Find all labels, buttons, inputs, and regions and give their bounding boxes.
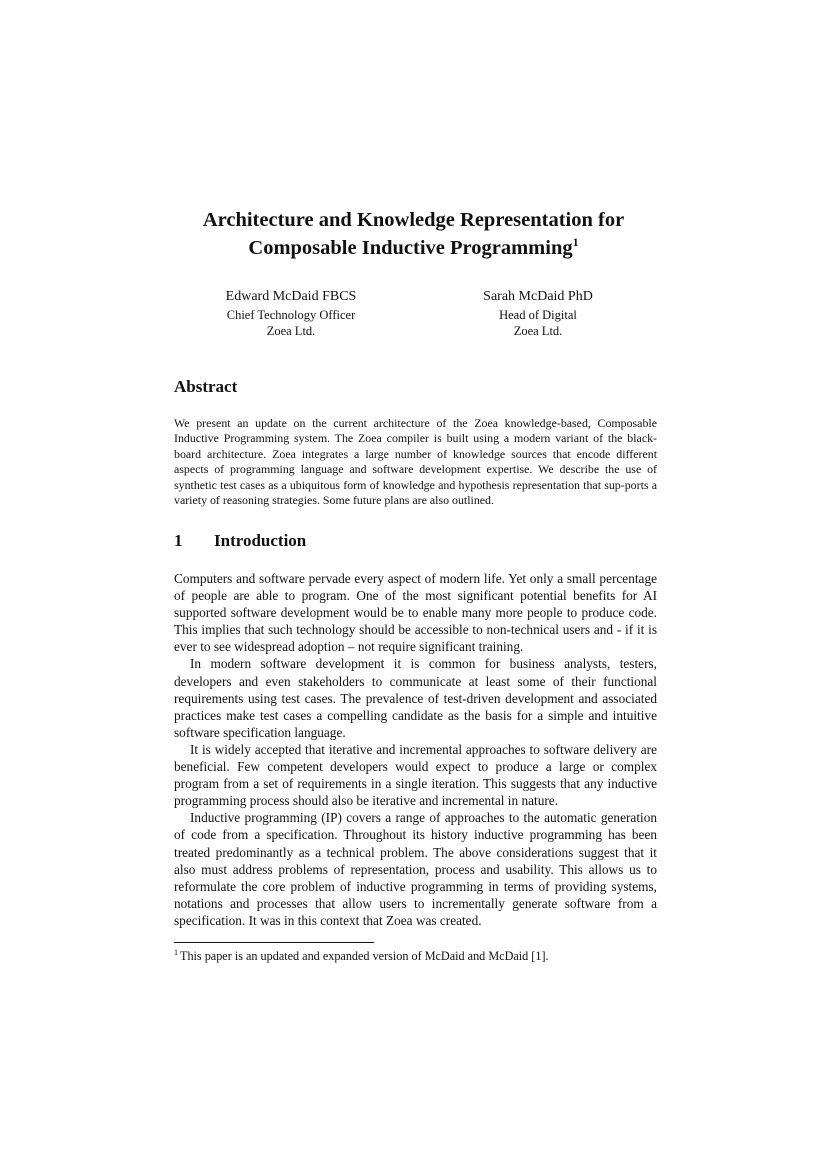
author-block-1 xyxy=(191,289,391,339)
section-title: Introduction xyxy=(214,531,307,550)
paper-title-line-2: Composable Inductive Programming xyxy=(248,237,573,259)
footnote-mark: 1 xyxy=(174,947,178,957)
section-heading-introduction xyxy=(174,531,306,551)
author-block-2 xyxy=(438,289,638,339)
author-organization: Zoea Ltd. xyxy=(266,324,316,338)
author-role: Head of Digital xyxy=(499,308,577,322)
abstract-heading: Abstract xyxy=(174,377,238,396)
author-role: Chief Technology Officer xyxy=(226,308,356,322)
paragraph: Inductive programming (IP) covers a range of approaches to the automatic generation of code from a specification. Throughout its history inductive programming has been treated predominantly as a technical problem. The above considerations suggest that it also must address problems of representation, process and usability. This allows us to reformulate the core problem of inductive programming in terms of providing systems, notations and processes that allow users to incrementally generate software from a specification. It was in this context that Zoea was created. xyxy=(174,810,657,928)
abstract-text: We present an update on the current architecture of the Zoea knowledge-based, Composable Inductive Programming system. The Zoea compiler is built using a modern variant of the black-board architecture. Zoea integrates a large number of knowledge sources that encode different aspects of programming language and software development expertise. We describe the use of synthetic test cases as a ubiquitous form of knowledge and hypothesis representation that sup-ports a variety of reasoning strategies. Some future plans are also outlined. xyxy=(174,416,657,508)
author-name: Sarah McDaid PhD xyxy=(483,289,593,304)
section-number: 1 xyxy=(174,531,183,550)
title-footnote-mark: 1 xyxy=(572,235,579,250)
paper-title xyxy=(0,206,827,262)
footnote xyxy=(174,949,549,964)
paragraph: In modern software development it is common for business analysts, testers, developers and even stakeholders to communicate at least some of their functional requirements using test cases. The prevalence of test-driven development and associated practices make test cases a compelling candidate as the basis for a simple and intuitive software specification language. xyxy=(174,656,657,740)
paragraph: It is widely accepted that iterative and incremental approaches to software delivery are beneficial. Few competent developers would expect to produce a large or complex program from a set of requirements in a single iteration. This suggests that any inductive programming process should also be iterative and incremental in nature. xyxy=(174,741,657,809)
author-name: Edward McDaid FBCS xyxy=(225,289,357,304)
author-organization: Zoea Ltd. xyxy=(513,324,563,338)
footnote-text: This paper is an updated and expanded version of McDaid and McDaid [1]. xyxy=(180,949,549,963)
paragraph: Computers and software pervade every aspect of modern life. Yet only a small percentage of people are able to program. One of the most significant potential benefits for AI supported software development would be to enable many more people to produce code. This implies that such technology should be accessible to non-technical users and - if it is ever to see widespread adoption – not require significant training. xyxy=(174,571,657,655)
paper-title-line-1: Architecture and Knowledge Representation for xyxy=(202,209,625,231)
footnote-divider xyxy=(174,942,374,943)
introduction-body xyxy=(174,570,657,929)
